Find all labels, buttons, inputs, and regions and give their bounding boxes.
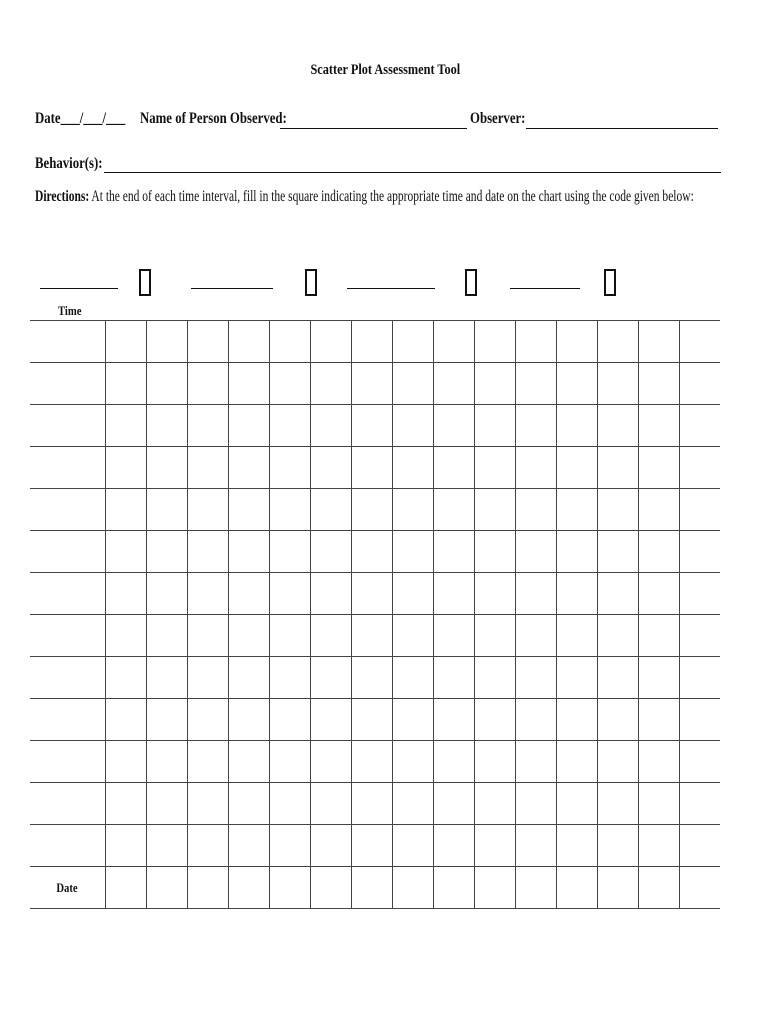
- code-square-3[interactable]: [465, 269, 477, 296]
- interval-cell[interactable]: [228, 615, 269, 657]
- interval-cell[interactable]: [146, 531, 187, 573]
- interval-cell[interactable]: [679, 447, 720, 489]
- time-entry-cell[interactable]: [30, 405, 105, 447]
- interval-cell[interactable]: [515, 615, 556, 657]
- interval-cell[interactable]: [474, 699, 515, 741]
- interval-cell[interactable]: [310, 699, 351, 741]
- interval-cell[interactable]: [146, 741, 187, 783]
- interval-cell[interactable]: [228, 699, 269, 741]
- behavior-field[interactable]: [104, 172, 721, 173]
- interval-cell[interactable]: [351, 321, 392, 363]
- interval-cell[interactable]: [474, 783, 515, 825]
- code-square-2[interactable]: [305, 269, 317, 296]
- interval-cell[interactable]: [638, 657, 679, 699]
- directions-text: Directions: At the end of each time interval, fill in the square indicating the appropriate time and date on the chart using the code given below:: [35, 188, 694, 205]
- interval-cell[interactable]: [228, 573, 269, 615]
- code-blank-3[interactable]: [347, 288, 435, 289]
- interval-cell[interactable]: [310, 363, 351, 405]
- interval-cell[interactable]: [556, 615, 597, 657]
- interval-cell[interactable]: [638, 573, 679, 615]
- interval-cell[interactable]: [433, 699, 474, 741]
- interval-cell[interactable]: [187, 447, 228, 489]
- interval-cell[interactable]: [187, 783, 228, 825]
- interval-cell[interactable]: [679, 531, 720, 573]
- interval-cell[interactable]: [597, 741, 638, 783]
- interval-cell[interactable]: [638, 741, 679, 783]
- interval-cell[interactable]: [351, 573, 392, 615]
- interval-cell[interactable]: [515, 573, 556, 615]
- interval-cell[interactable]: [638, 489, 679, 531]
- date-entry-cell[interactable]: [597, 867, 638, 909]
- interval-cell[interactable]: [269, 489, 310, 531]
- interval-cell[interactable]: [433, 447, 474, 489]
- time-row: [30, 657, 720, 699]
- date-entry-cell[interactable]: [105, 867, 146, 909]
- interval-cell[interactable]: [105, 447, 146, 489]
- interval-cell[interactable]: [351, 825, 392, 867]
- interval-cell[interactable]: [515, 447, 556, 489]
- interval-cell[interactable]: [105, 405, 146, 447]
- interval-cell[interactable]: [392, 741, 433, 783]
- interval-cell[interactable]: [351, 783, 392, 825]
- date-entry-cell[interactable]: [556, 867, 597, 909]
- interval-cell[interactable]: [187, 615, 228, 657]
- date-entry-cell[interactable]: [310, 867, 351, 909]
- interval-cell[interactable]: [556, 363, 597, 405]
- interval-cell[interactable]: [146, 657, 187, 699]
- interval-cell[interactable]: [638, 447, 679, 489]
- interval-cell[interactable]: [105, 657, 146, 699]
- interval-cell[interactable]: [146, 699, 187, 741]
- code-square-1[interactable]: [139, 269, 151, 296]
- interval-cell[interactable]: [433, 489, 474, 531]
- interval-cell[interactable]: [638, 531, 679, 573]
- interval-cell[interactable]: [474, 615, 515, 657]
- date-label: Date___/___/___: [35, 110, 126, 127]
- interval-cell[interactable]: [351, 531, 392, 573]
- date-entry-cell[interactable]: [515, 867, 556, 909]
- interval-cell[interactable]: [105, 489, 146, 531]
- interval-cell[interactable]: [269, 363, 310, 405]
- interval-cell[interactable]: [433, 657, 474, 699]
- time-row: [30, 825, 720, 867]
- interval-cell[interactable]: [556, 825, 597, 867]
- interval-cell[interactable]: [597, 489, 638, 531]
- interval-cell[interactable]: [515, 699, 556, 741]
- interval-cell[interactable]: [187, 573, 228, 615]
- interval-cell[interactable]: [597, 657, 638, 699]
- interval-cell[interactable]: [679, 321, 720, 363]
- interval-cell[interactable]: [105, 363, 146, 405]
- interval-cell[interactable]: [310, 531, 351, 573]
- interval-cell[interactable]: [638, 615, 679, 657]
- interval-cell[interactable]: [228, 489, 269, 531]
- interval-cell[interactable]: [515, 321, 556, 363]
- interval-cell[interactable]: [310, 741, 351, 783]
- interval-cell[interactable]: [433, 363, 474, 405]
- interval-cell[interactable]: [638, 363, 679, 405]
- interval-cell[interactable]: [351, 615, 392, 657]
- interval-cell[interactable]: [638, 699, 679, 741]
- time-row: [30, 321, 720, 363]
- behavior-label: Behavior(s):: [35, 155, 103, 172]
- interval-cell[interactable]: [597, 363, 638, 405]
- interval-cell[interactable]: [351, 741, 392, 783]
- interval-cell[interactable]: [433, 405, 474, 447]
- interval-cell[interactable]: [392, 489, 433, 531]
- interval-cell[interactable]: [515, 531, 556, 573]
- interval-cell[interactable]: [556, 699, 597, 741]
- interval-cell[interactable]: [351, 489, 392, 531]
- time-entry-cell[interactable]: [30, 321, 105, 363]
- interval-cell[interactable]: [269, 699, 310, 741]
- interval-cell[interactable]: [556, 741, 597, 783]
- interval-cell[interactable]: [392, 573, 433, 615]
- interval-cell[interactable]: [146, 489, 187, 531]
- interval-cell[interactable]: [146, 363, 187, 405]
- interval-cell[interactable]: [105, 699, 146, 741]
- interval-cell[interactable]: [310, 447, 351, 489]
- interval-cell[interactable]: [269, 447, 310, 489]
- interval-cell[interactable]: [515, 657, 556, 699]
- interval-cell[interactable]: [515, 489, 556, 531]
- time-entry-cell[interactable]: [30, 783, 105, 825]
- interval-cell[interactable]: [556, 321, 597, 363]
- time-column-label: Time: [58, 303, 82, 318]
- interval-cell[interactable]: [187, 825, 228, 867]
- interval-cell[interactable]: [228, 657, 269, 699]
- interval-cell[interactable]: [310, 825, 351, 867]
- interval-cell[interactable]: [515, 405, 556, 447]
- interval-cell[interactable]: [679, 405, 720, 447]
- interval-cell[interactable]: [105, 741, 146, 783]
- date-row: [30, 867, 720, 909]
- interval-cell[interactable]: [228, 321, 269, 363]
- time-entry-cell[interactable]: [30, 363, 105, 405]
- interval-cell[interactable]: [392, 405, 433, 447]
- date-entry-cell[interactable]: [351, 867, 392, 909]
- code-blank-2[interactable]: [191, 288, 273, 289]
- interval-cell[interactable]: [187, 741, 228, 783]
- code-blank-1[interactable]: [40, 288, 118, 289]
- date-entry-cell[interactable]: [146, 867, 187, 909]
- interval-cell[interactable]: [105, 825, 146, 867]
- interval-cell[interactable]: [146, 783, 187, 825]
- interval-cell[interactable]: [679, 783, 720, 825]
- interval-cell[interactable]: [474, 741, 515, 783]
- interval-cell[interactable]: [187, 405, 228, 447]
- interval-cell[interactable]: [433, 321, 474, 363]
- interval-cell[interactable]: [146, 321, 187, 363]
- time-row: [30, 741, 720, 783]
- interval-cell[interactable]: [392, 699, 433, 741]
- interval-cell[interactable]: [679, 741, 720, 783]
- interval-cell[interactable]: [556, 531, 597, 573]
- interval-cell[interactable]: [597, 783, 638, 825]
- time-entry-cell[interactable]: [30, 573, 105, 615]
- interval-cell[interactable]: [638, 321, 679, 363]
- time-row: [30, 699, 720, 741]
- time-row: [30, 405, 720, 447]
- observer-field[interactable]: [526, 128, 718, 129]
- interval-cell[interactable]: [474, 531, 515, 573]
- person-observed-field[interactable]: [280, 128, 467, 129]
- date-entry-cell[interactable]: [679, 867, 720, 909]
- interval-cell[interactable]: [310, 573, 351, 615]
- time-entry-cell[interactable]: [30, 489, 105, 531]
- interval-cell[interactable]: [679, 573, 720, 615]
- interval-cell[interactable]: [474, 363, 515, 405]
- interval-cell[interactable]: [597, 531, 638, 573]
- time-row: [30, 615, 720, 657]
- time-row: [30, 447, 720, 489]
- interval-cell[interactable]: [105, 531, 146, 573]
- interval-cell[interactable]: [228, 405, 269, 447]
- interval-cell[interactable]: [597, 405, 638, 447]
- interval-cell[interactable]: [351, 363, 392, 405]
- date-entry-cell[interactable]: [392, 867, 433, 909]
- interval-cell[interactable]: [474, 321, 515, 363]
- interval-cell[interactable]: [310, 783, 351, 825]
- time-entry-cell[interactable]: [30, 699, 105, 741]
- interval-cell[interactable]: [679, 657, 720, 699]
- interval-cell[interactable]: [597, 573, 638, 615]
- interval-cell[interactable]: [351, 699, 392, 741]
- interval-cell[interactable]: [105, 573, 146, 615]
- interval-cell[interactable]: [310, 405, 351, 447]
- interval-cell[interactable]: [351, 405, 392, 447]
- interval-cell[interactable]: [474, 405, 515, 447]
- interval-cell[interactable]: [187, 489, 228, 531]
- time-row: [30, 783, 720, 825]
- time-entry-cell[interactable]: [30, 657, 105, 699]
- interval-cell[interactable]: [310, 615, 351, 657]
- interval-cell[interactable]: [228, 783, 269, 825]
- interval-cell[interactable]: [597, 447, 638, 489]
- interval-cell[interactable]: [556, 573, 597, 615]
- interval-cell[interactable]: [392, 531, 433, 573]
- interval-cell[interactable]: [187, 699, 228, 741]
- time-entry-cell[interactable]: [30, 825, 105, 867]
- time-row: [30, 531, 720, 573]
- interval-cell[interactable]: [679, 363, 720, 405]
- interval-cell[interactable]: [310, 489, 351, 531]
- interval-cell[interactable]: [228, 363, 269, 405]
- interval-cell[interactable]: [392, 783, 433, 825]
- interval-cell[interactable]: [679, 699, 720, 741]
- interval-cell[interactable]: [228, 531, 269, 573]
- interval-cell[interactable]: [638, 405, 679, 447]
- interval-cell[interactable]: [515, 825, 556, 867]
- interval-cell[interactable]: [269, 657, 310, 699]
- interval-cell[interactable]: [228, 447, 269, 489]
- interval-cell[interactable]: [392, 657, 433, 699]
- interval-cell[interactable]: [269, 783, 310, 825]
- date-entry-cell[interactable]: [638, 867, 679, 909]
- time-row: [30, 363, 720, 405]
- interval-cell[interactable]: [638, 825, 679, 867]
- interval-cell[interactable]: [105, 783, 146, 825]
- code-square-4[interactable]: [604, 269, 616, 296]
- interval-cell[interactable]: [228, 741, 269, 783]
- time-row: [30, 573, 720, 615]
- interval-cell[interactable]: [269, 741, 310, 783]
- interval-cell[interactable]: [474, 489, 515, 531]
- interval-cell[interactable]: [269, 531, 310, 573]
- time-entry-cell[interactable]: [30, 741, 105, 783]
- interval-cell[interactable]: [433, 741, 474, 783]
- interval-cell[interactable]: [597, 699, 638, 741]
- person-observed-label: Name of Person Observed:: [140, 110, 287, 127]
- interval-cell[interactable]: [679, 615, 720, 657]
- interval-cell[interactable]: [556, 783, 597, 825]
- interval-cell[interactable]: [433, 615, 474, 657]
- interval-cell[interactable]: [269, 615, 310, 657]
- interval-cell[interactable]: [351, 657, 392, 699]
- interval-cell[interactable]: [474, 657, 515, 699]
- form-title: Scatter Plot Assessment Tool: [310, 62, 460, 78]
- interval-cell[interactable]: [556, 447, 597, 489]
- interval-cell[interactable]: [679, 825, 720, 867]
- interval-cell[interactable]: [433, 783, 474, 825]
- date-entry-cell[interactable]: [474, 867, 515, 909]
- interval-cell[interactable]: [146, 405, 187, 447]
- date-row-label: Date: [30, 867, 105, 909]
- interval-cell[interactable]: [351, 447, 392, 489]
- interval-cell[interactable]: [433, 531, 474, 573]
- scatter-plot-grid: [30, 320, 720, 909]
- interval-cell[interactable]: [392, 447, 433, 489]
- interval-cell[interactable]: [392, 615, 433, 657]
- interval-cell[interactable]: [474, 447, 515, 489]
- interval-cell[interactable]: [187, 321, 228, 363]
- interval-cell[interactable]: [146, 573, 187, 615]
- interval-cell[interactable]: [679, 489, 720, 531]
- interval-cell[interactable]: [228, 825, 269, 867]
- observer-label: Observer:: [470, 110, 526, 127]
- code-blank-4[interactable]: [510, 288, 580, 289]
- interval-cell[interactable]: [474, 825, 515, 867]
- interval-cell[interactable]: [515, 783, 556, 825]
- interval-cell[interactable]: [146, 615, 187, 657]
- interval-cell[interactable]: [269, 405, 310, 447]
- time-entry-cell[interactable]: [30, 447, 105, 489]
- time-row: [30, 489, 720, 531]
- interval-cell[interactable]: [638, 783, 679, 825]
- date-entry-cell[interactable]: [228, 867, 269, 909]
- date-entry-cell[interactable]: [433, 867, 474, 909]
- interval-cell[interactable]: [269, 321, 310, 363]
- interval-cell[interactable]: [515, 741, 556, 783]
- interval-cell[interactable]: [146, 825, 187, 867]
- interval-cell[interactable]: [310, 657, 351, 699]
- interval-cell[interactable]: [105, 321, 146, 363]
- interval-cell[interactable]: [187, 531, 228, 573]
- interval-cell[interactable]: [515, 363, 556, 405]
- interval-cell[interactable]: [597, 615, 638, 657]
- interval-cell[interactable]: [433, 825, 474, 867]
- interval-cell[interactable]: [556, 405, 597, 447]
- interval-cell[interactable]: [597, 825, 638, 867]
- interval-cell[interactable]: [556, 489, 597, 531]
- time-entry-cell[interactable]: [30, 531, 105, 573]
- interval-cell[interactable]: [146, 447, 187, 489]
- interval-cell[interactable]: [392, 363, 433, 405]
- time-entry-cell[interactable]: [30, 615, 105, 657]
- interval-cell[interactable]: [310, 321, 351, 363]
- date-entry-cell[interactable]: [269, 867, 310, 909]
- interval-cell[interactable]: [392, 321, 433, 363]
- date-entry-cell[interactable]: [187, 867, 228, 909]
- interval-cell[interactable]: [105, 615, 146, 657]
- interval-cell[interactable]: [474, 573, 515, 615]
- interval-cell[interactable]: [433, 573, 474, 615]
- interval-cell[interactable]: [597, 321, 638, 363]
- interval-cell[interactable]: [187, 363, 228, 405]
- interval-cell[interactable]: [556, 657, 597, 699]
- interval-cell[interactable]: [269, 573, 310, 615]
- interval-cell[interactable]: [187, 657, 228, 699]
- interval-cell[interactable]: [269, 825, 310, 867]
- interval-cell[interactable]: [392, 825, 433, 867]
